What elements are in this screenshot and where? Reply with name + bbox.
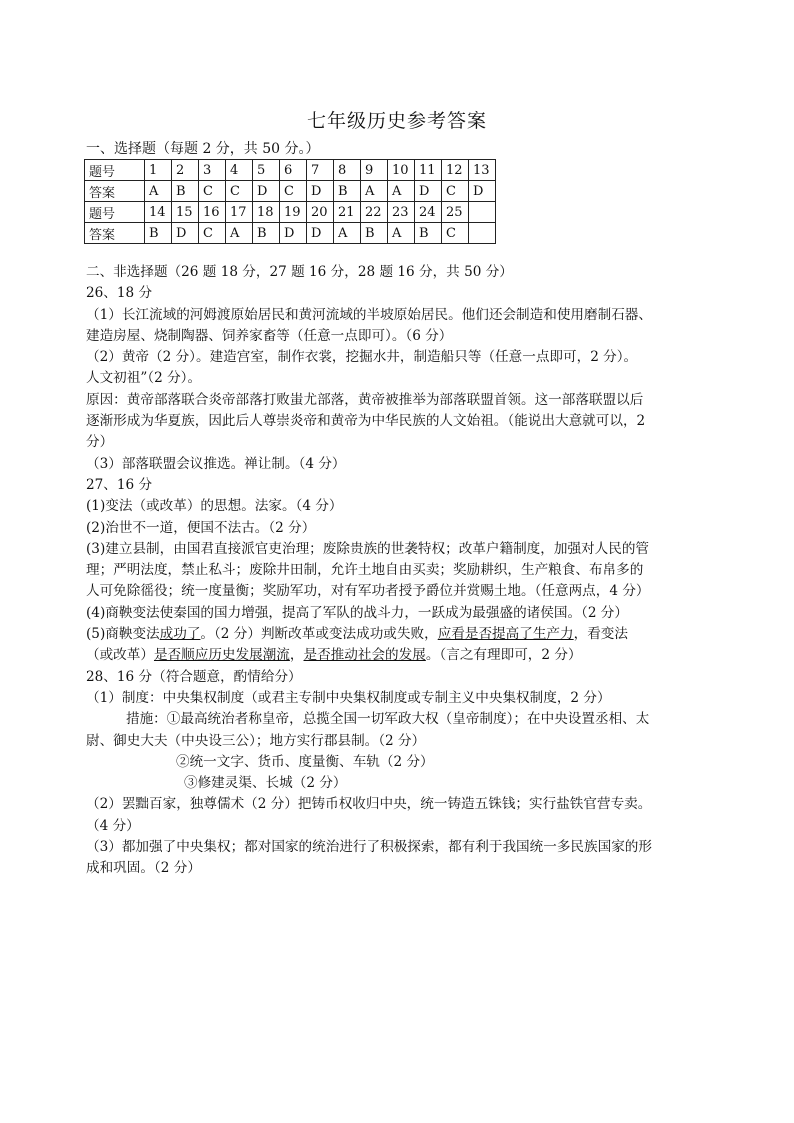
page-title: 七年级历史参考答案: [306, 110, 487, 132]
text-line: [86, 624, 714, 645]
table-cell: B: [361, 223, 388, 244]
underlined-phrase: 是否顺应历史发展潮流: [153, 647, 290, 664]
table-cell: B: [415, 223, 442, 244]
text-line: ③修建灵渠、长城（2 分）: [184, 775, 347, 792]
table-cell: A: [145, 181, 172, 202]
table-cell: B: [334, 181, 361, 202]
table-cell: D: [415, 181, 442, 202]
underlined-phrase: 成功了: [159, 626, 201, 643]
table-cell: C: [280, 181, 307, 202]
part1-heading: 一、选择题（每题 2 分，共 50 分。）: [86, 141, 320, 157]
table-row: [85, 181, 496, 202]
table-cell: D: [280, 223, 307, 244]
text-line: 逐渐形成为华夏族，因此后人尊崇炎帝和黄帝为中华民族的人文始祖。（能说出大意就可以，2: [86, 413, 646, 430]
table-cell: 22: [361, 202, 388, 223]
table-cell: B: [172, 181, 199, 202]
table-cell: 9: [361, 160, 388, 181]
table-cell: D: [307, 223, 334, 244]
text-line: 建造房屋、烧制陶器、饲养家畜等（任意一点即可）。（6 分）: [86, 327, 453, 344]
table-cell: 15: [172, 202, 199, 223]
table-cell: 5: [253, 160, 280, 181]
table-cell: A: [334, 223, 361, 244]
text-line: 27、16 分: [86, 476, 153, 493]
table-cell: [469, 223, 496, 244]
table-cell: C: [442, 223, 469, 244]
table-cell: D: [172, 223, 199, 244]
table-row: [85, 202, 496, 223]
text-line: (1)变法（或改革）的思想。法家。（4 分）: [86, 498, 343, 515]
text-line: （2）罢黜百家，独尊儒术（2 分）把铸币权收归中央，统一铸造五铢钱；实行盐铁官营专卖。: [86, 796, 652, 813]
table-cell: A: [361, 181, 388, 202]
table-cell: C: [199, 181, 226, 202]
text-line: （2）黄帝（2 分）。建造宫室，制作衣裳，挖掘水井，制造船只等（任意一点即可，2 分）。: [86, 349, 638, 366]
text-line: 措施：①最高统治者称皇帝，总揽全国一切军政大权（皇帝制度）；在中央设置丞相、太: [126, 711, 650, 728]
table-cell: D: [469, 181, 496, 202]
table-cell: D: [253, 181, 280, 202]
underlined-phrase: 是否推动社会的发展: [303, 647, 426, 664]
text-line: (3)建立县制，由国君直接派官吏治理；废除贵族的世袭特权；改革户籍制度，加强对人民的管: [86, 540, 650, 557]
answer-text-body: [86, 262, 714, 880]
table-cell: 8: [334, 160, 361, 181]
underlined-phrase: 应看是否提高了生产力: [437, 626, 574, 643]
table-cell: 14: [145, 202, 172, 223]
text-line: (2)治世不一道，便国不法古。（2 分）: [86, 519, 316, 536]
table-cell: B: [145, 223, 172, 244]
text-line: 尉、御史大夫（中央设三公）；地方实行郡县制。（2 分）: [86, 732, 426, 749]
table-cell: C: [226, 181, 253, 202]
table-cell: 1: [145, 160, 172, 181]
text-line: （4 分）: [86, 817, 140, 834]
text-line: ②统一文字、货币、度量衡、车轨（2 分）: [176, 753, 434, 770]
table-cell: 18: [253, 202, 280, 223]
text-line: （1）制度：中央集权制度（或君主专制中央集权制度或专制主义中央集权制度，2 分）: [86, 689, 611, 706]
table-cell: 25: [442, 202, 469, 223]
text-line: (4)商鞅变法使秦国的国力增强，提高了军队的战斗力，一跃成为最强盛的诸侯国。（2 分）: [86, 604, 628, 621]
text-line: [86, 645, 714, 666]
row-label: 题号: [85, 160, 145, 181]
table-cell: [469, 202, 496, 223]
table-row: [85, 223, 496, 244]
table-cell: A: [226, 223, 253, 244]
text-line: 28、16 分（符合题意，酌情给分）: [86, 668, 302, 685]
text-line: 成和巩固。（2 分）: [86, 860, 201, 877]
text-segment: (5)商鞅变法: [86, 626, 160, 643]
table-cell: 7: [307, 160, 334, 181]
table-cell: A: [388, 223, 415, 244]
row-label: 答案: [85, 223, 145, 244]
table-cell: B: [253, 223, 280, 244]
text-line: 人可免除徭役；统一度量衡；奖励军功，对有军功者授予爵位并赏赐土地。（任意两点，4 分）: [86, 583, 650, 600]
table-cell: 13: [469, 160, 496, 181]
table-cell: 11: [415, 160, 442, 181]
table-cell: 12: [442, 160, 469, 181]
text-segment: ，看变法: [573, 626, 628, 643]
text-line: 二、非选择题（26 题 18 分，27 题 16 分，28 题 16 分，共 50 分）: [86, 264, 513, 280]
table-cell: A: [388, 181, 415, 202]
table-cell: D: [307, 181, 334, 202]
table-cell: 2: [172, 160, 199, 181]
table-cell: 4: [226, 160, 253, 181]
table-cell: 6: [280, 160, 307, 181]
table-cell: 19: [280, 202, 307, 223]
table-cell: 10: [388, 160, 415, 181]
table-cell: 24: [415, 202, 442, 223]
table-cell: C: [199, 223, 226, 244]
text-segment: 。（2 分）判断改革或变法成功或失败，: [200, 626, 438, 643]
text-line: 原因：黄帝部落联合炎帝部落打败蚩尤部落，黄帝被推举为部落联盟首领。这一部落联盟以后: [86, 391, 644, 408]
text-line: （3）部落联盟会议推选。禅让制。（4 分）: [86, 455, 346, 472]
text-line: （3）都加强了中央集权；都对国家的统治进行了积极探索，都有利于我国统一多民族国家的形: [86, 839, 652, 856]
table-cell: 23: [388, 202, 415, 223]
row-label: 答案: [85, 181, 145, 202]
table-cell: 21: [334, 202, 361, 223]
text-line: 分）: [86, 434, 114, 451]
text-line: 26、18 分: [86, 285, 153, 302]
table-cell: 3: [199, 160, 226, 181]
table-row: [85, 160, 496, 181]
text-line: （1）长江流域的河姆渡原始居民和黄河流域的半坡原始居民。他们还会制造和使用磨制石器、: [86, 306, 652, 323]
text-line: 人文初祖”（2 分）。: [86, 370, 202, 387]
table-cell: 17: [226, 202, 253, 223]
table-cell: C: [442, 181, 469, 202]
text-segment: 。（言之有理即可，2 分）: [425, 647, 582, 664]
text-segment: ，: [289, 647, 304, 664]
table-cell: 20: [307, 202, 334, 223]
text-line: 理；严明法度，禁止私斗；废除井田制，允许土地自由买卖；奖励耕织，生产粮食、布帛多的: [86, 562, 644, 579]
table-cell: 16: [199, 202, 226, 223]
text-segment: （或改革）: [86, 647, 154, 664]
row-label: 题号: [85, 202, 145, 223]
answer-table: [84, 159, 496, 244]
